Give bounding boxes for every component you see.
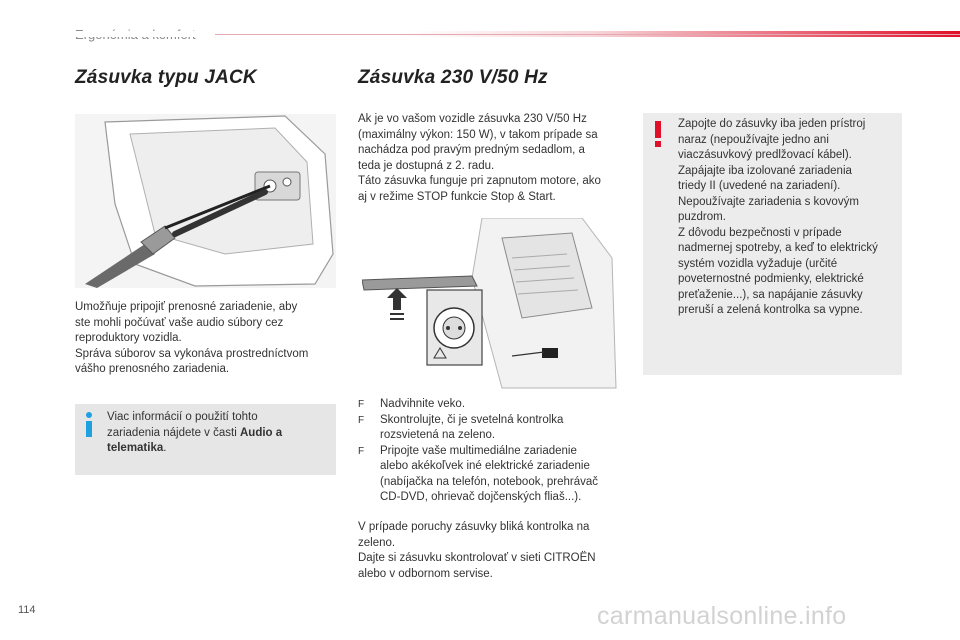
text-line: Ak je vo vašom vozidle zásuvka 230 V/50 Hz <box>358 113 587 125</box>
text-line: Skontrolujte, či je svetelná kontrolka <box>380 413 564 426</box>
text-line: Z dôvodu bezpečnosti v prípade <box>678 226 842 239</box>
text-line: vášho prenosného zariadenia. <box>75 363 230 375</box>
jack-illustration <box>75 114 336 288</box>
info-icon <box>83 412 95 438</box>
socket-intro <box>358 112 601 205</box>
text-line: CD-DVD, ohrievač dojčenských fliaš...). <box>380 491 582 503</box>
warning-text <box>678 117 878 319</box>
text-line: Táto zásuvka funguje pri zapnutom motore, ako <box>358 175 601 187</box>
jack-heading: Zásuvka typu JACK <box>75 67 257 88</box>
text-line: alebo akékoľvek iné elektrické zariadenie <box>380 460 590 472</box>
text-line: preťaženie...), sa napájanie zásuvky <box>678 288 863 301</box>
info-link-bold: telematika <box>107 442 164 454</box>
text-line: rozsvietená na zeleno. <box>380 429 496 441</box>
info-text <box>107 410 282 457</box>
text-line: telematika. <box>107 442 167 454</box>
list-item <box>358 444 598 506</box>
text-line: zariadenia nájdete v časti Audio a <box>107 426 283 439</box>
text-line: Zapájajte iba izolované zariadenia <box>678 164 852 177</box>
text-line: puzdrom. <box>678 211 726 223</box>
text-line: triedy II (uvedené na zariadení). <box>678 180 841 192</box>
text-line: poveternostné podmienky, elektrické <box>678 273 864 285</box>
steps-list <box>358 397 598 506</box>
text-line: ste mohli počúvať vaše audio súbory cez <box>75 316 284 329</box>
watermark: carmanualsonline.info <box>597 602 847 630</box>
text-line: (nabíjačka na telefón, notebook, prehrávač <box>380 475 599 488</box>
text-line: Nepoužívajte zariadenia s kovovým <box>678 195 859 208</box>
text-line: Správa súborov sa vykonáva prostredníctvom <box>75 347 309 360</box>
text-line: preruší a zelená kontrolka sa vypne. <box>678 304 863 316</box>
list-item <box>358 413 598 444</box>
text-line: Zapojte do zásuvky iba jeden prístroj <box>678 118 866 130</box>
info-link-bold: Audio a <box>239 426 283 439</box>
text-line: alebo v odbornom servise. <box>358 567 493 580</box>
fault-text <box>358 520 596 582</box>
warning-icon <box>653 121 663 147</box>
socket-heading: Zásuvka 230 V/50 Hz <box>358 67 548 88</box>
text-line: Umožňuje pripojiť prenosné zariadenie, aby <box>75 301 298 313</box>
text-line: systém vozidla vyžaduje (určité <box>678 257 838 270</box>
text-line: teda je dostupná z 2. radu. <box>358 159 495 172</box>
info-box <box>75 404 336 475</box>
list-item <box>358 397 598 413</box>
text-line: reproduktory vozidla. <box>75 332 182 344</box>
text-line: Dajte si zásuvku skontrolovať v sieti CITROËN <box>358 552 596 564</box>
warning-box <box>643 113 902 375</box>
bullet-marker: F <box>358 414 365 426</box>
text-line: zeleno. <box>358 536 396 549</box>
jack-body <box>75 300 308 378</box>
bullet-marker: F <box>358 399 365 410</box>
text-line: Pripojte vaše multimediálne zariadenie <box>380 444 577 457</box>
text-line: viaczásuvkový predlžovací kábel). <box>678 149 852 161</box>
header-rule-line <box>215 34 960 35</box>
text-line: nadmernej spotreby, a keď to elektrický <box>678 242 878 254</box>
text-line: aj v režime STOP funkcie Stop & Start. <box>358 190 556 203</box>
text-line: naraz (nepoužívajte jedno ani <box>678 133 829 146</box>
text-line: (maximálny výkon: 150 W), v takom prípade sa <box>358 128 598 141</box>
socket-illustration <box>362 218 618 391</box>
text-line: Nadvihnite veko. <box>380 398 466 410</box>
bullet-marker: F <box>358 445 365 457</box>
text-line: V prípade poruchy zásuvky bliká kontrolka na <box>358 521 590 533</box>
text-line: Viac informácií o použití tohto <box>107 411 258 423</box>
text-line: nachádza pod pravým predným sedadlom, a <box>358 144 585 156</box>
page-number: 114 <box>18 604 36 616</box>
